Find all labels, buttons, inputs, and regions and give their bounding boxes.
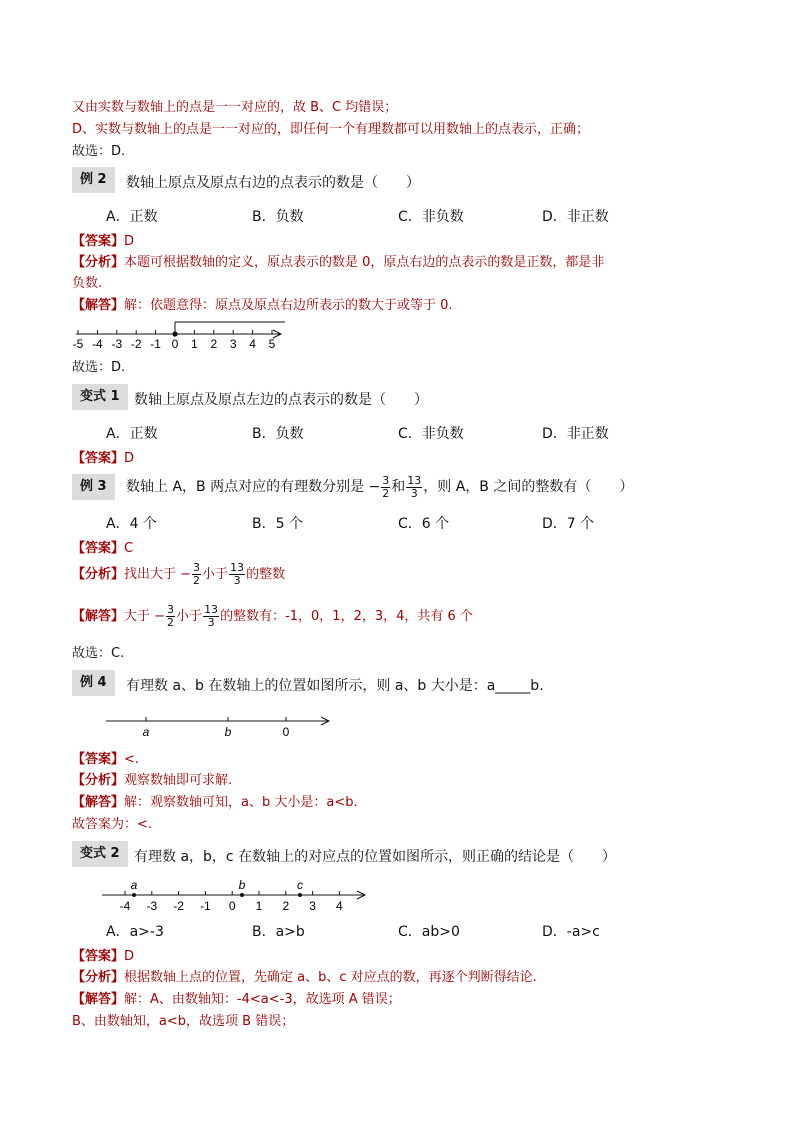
answer-line xyxy=(72,945,134,964)
analysis-text: 根据数轴上点的位置，先确定 a、b、c 对应点的数，再逐个判断得结论. xyxy=(124,970,537,985)
answer-line xyxy=(72,447,134,466)
option-a: A．正数 xyxy=(106,426,158,442)
question-post: ，则 A，B 之间的整数有（ ） xyxy=(423,479,634,495)
example-badge: 例 3 xyxy=(72,474,115,500)
analysis-tag: 【分析】 xyxy=(72,567,125,582)
analysis-tag: 【分析】 xyxy=(72,255,125,270)
axis-tick-label: -3 xyxy=(146,899,158,913)
option-b: B．负数 xyxy=(252,426,304,442)
variant-badge: 变式 2 xyxy=(72,841,128,867)
final-answer: 故答案为：<. xyxy=(72,817,153,832)
number-line-ex4 xyxy=(100,708,340,742)
solution-tag: 【解答】 xyxy=(72,992,125,1007)
option-a: A．a>-3 xyxy=(106,924,164,940)
option-d: D．非正数 xyxy=(542,209,609,225)
axis-tick-label: 5 xyxy=(268,337,276,351)
answer-value: D xyxy=(124,234,135,249)
answer-tag: 【答案】 xyxy=(72,451,125,466)
axis-tick-label: -5 xyxy=(72,337,84,351)
answer-tag: 【答案】 xyxy=(72,234,125,249)
question-text: 数轴上原点及原点左边的点表示的数是（ ） xyxy=(134,392,428,408)
axis-tick-label: 1 xyxy=(255,899,263,913)
axis-label-0: 0 xyxy=(282,725,290,739)
variant-badge: 变式 1 xyxy=(72,384,128,410)
option-a: A．正数 xyxy=(106,209,158,225)
analysis-text: 本题可根据数轴的定义，原点表示的数是 0，原点右边的点表示的数是正数，都是非 xyxy=(124,255,605,270)
choice-line: 故选：D. xyxy=(72,144,126,159)
solution-line xyxy=(72,791,358,810)
analysis-pre: 找出大于 − xyxy=(124,567,192,582)
axis-tick-label: 3 xyxy=(229,337,237,351)
analysis-line xyxy=(72,966,537,985)
solution-text: 解：依题意得：原点及原点右边所表示的数大于或等于 0. xyxy=(124,298,453,313)
analysis-line xyxy=(72,769,232,788)
text-line: D、实数与数轴上的点是一一对应的，即任何一个有理数都可以用数轴上的点表示，正确； xyxy=(72,122,590,137)
answer-line xyxy=(72,748,139,767)
fraction-13-3: $\frac{13}{3}$ xyxy=(230,561,245,587)
answer-value: D xyxy=(124,451,135,466)
fraction-3-2: $\frac{3}{2}$ xyxy=(167,603,175,629)
axis-tick-label: -4 xyxy=(119,899,131,913)
question-pre: 数轴上 A，B 两点对应的有理数分别是 − xyxy=(126,479,381,495)
axis-tick-label: -2 xyxy=(173,899,184,913)
solution-text: 解：A、由数轴知：-4<a<-3，故选项 A 错误； xyxy=(124,992,401,1007)
option-d: D．-a>c xyxy=(542,924,600,940)
option-c: C．非负数 xyxy=(398,209,464,225)
question-text: 有理数 a、b 在数轴上的位置如图所示，则 a、b 大小是：a_____b. xyxy=(126,678,544,694)
number-line-var2 xyxy=(96,876,376,916)
solution-text: 解：观察数轴可知，a、b 大小是：a<b. xyxy=(124,795,358,810)
question-text: 数轴上原点及原点右边的点表示的数是（ ） xyxy=(126,175,420,191)
option-b: B．负数 xyxy=(252,209,304,225)
analysis-text: 观察数轴即可求解. xyxy=(124,773,233,788)
solution-tag: 【解答】 xyxy=(72,609,125,624)
axis-label-b: b xyxy=(224,725,232,739)
axis-tick-label: 2 xyxy=(210,337,218,351)
example-badge: 例 4 xyxy=(72,670,115,696)
axis-tick-label: 4 xyxy=(249,337,256,351)
solution-line xyxy=(72,600,473,634)
solution-mid: 小于 xyxy=(176,609,203,624)
option-c: C．非负数 xyxy=(398,426,464,442)
analysis-line xyxy=(72,558,285,592)
solution-line xyxy=(72,294,453,313)
question-text: 有理数 a，b，c 在数轴上的对应点的位置如图所示，则正确的结论是（ ） xyxy=(134,849,617,865)
solution-post: 的整数有：-1，0，1，2，3，4，共有 6 个 xyxy=(220,609,473,624)
point-label-a: a xyxy=(130,878,138,892)
answer-value: <. xyxy=(124,752,140,767)
axis-tick-label: -4 xyxy=(92,337,103,351)
axis-tick-label: 4 xyxy=(336,899,343,913)
axis-tick-label: 3 xyxy=(309,899,316,913)
option-d: D．7 个 xyxy=(542,516,595,532)
axis-label-a: a xyxy=(142,725,150,739)
answer-value: D xyxy=(124,949,135,964)
answer-line xyxy=(72,537,133,556)
solution-pre: 大于 − xyxy=(124,609,166,624)
answer-line xyxy=(72,230,134,249)
axis-tick-label: 1 xyxy=(191,337,198,351)
axis-tick-label: 0 xyxy=(228,899,236,913)
analysis-tag: 【分析】 xyxy=(72,773,125,788)
axis-tick-label: 2 xyxy=(282,899,290,913)
solution-tag: 【解答】 xyxy=(72,795,125,810)
analysis-post: 的整数 xyxy=(246,567,286,582)
analysis-mid: 小于 xyxy=(202,567,229,582)
example-badge: 例 2 xyxy=(72,167,115,193)
axis-tick-label: -3 xyxy=(111,337,123,351)
solution-line xyxy=(72,988,401,1007)
text-line: 又由实数与数轴上的点是一一对应的，故 B、C 均错误； xyxy=(72,100,398,115)
choice-line: 故选：D. xyxy=(72,360,126,375)
fraction-13-3: $\frac{13}{3}$ xyxy=(407,473,422,500)
question-mid: 和 xyxy=(391,479,406,495)
option-b: B．a>b xyxy=(252,924,305,940)
solution-tag: 【解答】 xyxy=(72,298,125,313)
point-label-b: b xyxy=(238,878,246,892)
axis-tick-label: -1 xyxy=(150,337,161,351)
question-text xyxy=(126,470,633,504)
axis-tick-label: -2 xyxy=(130,337,142,351)
analysis-line xyxy=(72,251,604,270)
axis-tick-label: 0 xyxy=(171,337,179,351)
answer-value: C xyxy=(124,541,134,556)
fraction-13-3: $\frac{13}{3}$ xyxy=(204,603,219,629)
option-b: B．5 个 xyxy=(252,516,303,532)
number-line-ex2 xyxy=(70,318,290,356)
choice-line: 故选：C. xyxy=(72,646,125,661)
option-c: C．6 个 xyxy=(398,516,450,532)
fraction-3-2: $\frac{3}{2}$ xyxy=(382,473,390,500)
fraction-3-2: $\frac{3}{2}$ xyxy=(193,561,201,587)
solution-text-cont: B、由数轴知，a<b，故选项 B 错误； xyxy=(72,1014,295,1029)
analysis-tag: 【分析】 xyxy=(72,970,125,985)
answer-tag: 【答案】 xyxy=(72,949,125,964)
answer-tag: 【答案】 xyxy=(72,541,125,556)
option-d: D．非正数 xyxy=(542,426,609,442)
axis-tick-label: -1 xyxy=(200,899,211,913)
answer-tag: 【答案】 xyxy=(72,752,125,767)
point-label-c: c xyxy=(297,878,303,892)
analysis-text-cont: 负数. xyxy=(72,276,103,291)
option-a: A．4 个 xyxy=(106,516,157,532)
option-c: C．ab>0 xyxy=(398,924,460,940)
